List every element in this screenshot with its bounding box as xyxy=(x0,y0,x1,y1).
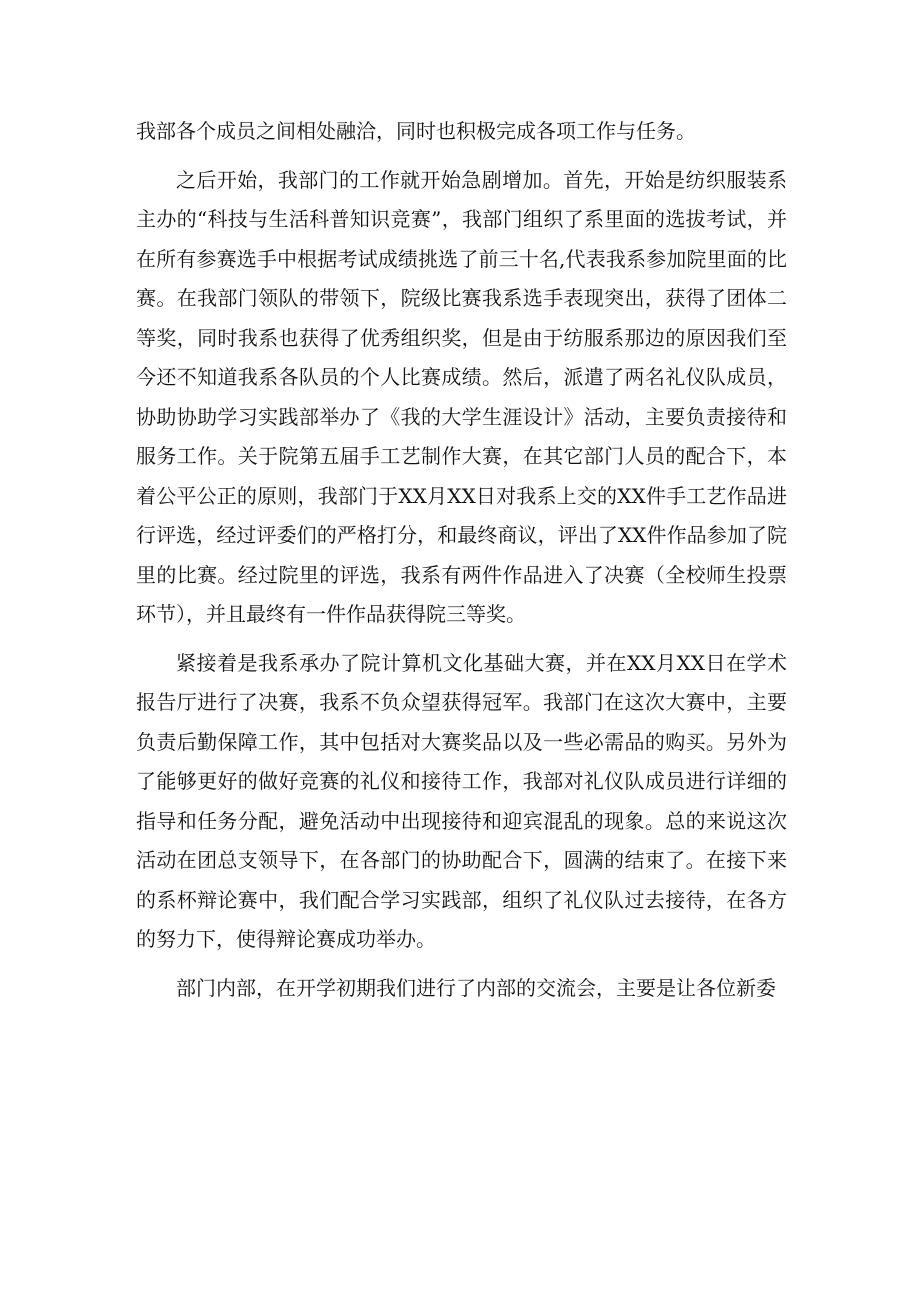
paragraph-computer-contest: 紧接着是我系承办了院计算机文化基础大赛，并在XX月XX日在学术报告厅进行了决赛，我系不负众望获得冠军。我部门在这次大赛中，主要负责后勤保障工作，其中包括对大赛奖品以及一些必需品的购买。另外为了能够更好的做好竞赛的礼仪和接待工作，我部对礼仪队成员进行详细的指导和任务分配，避免活动中出现接待和迎宾混乱的现象。总的来说这次活动在团总支领导下，在各部门的协助配合下，圆满的结束了。在接下来的系杯辩论赛中，我们配合学习实践部，组织了礼仪队过去接待，在各方的努力下，使得辩论赛成功举办。 xyxy=(136,650,787,951)
paragraph-continued: 我部各个成员之间相处融洽，同时也积极完成各项工作与任务。 xyxy=(136,119,696,143)
paragraph-internal: 部门内部，在开学初期我们进行了内部的交流会，主要是让各位新委 xyxy=(176,975,776,1000)
document-body xyxy=(136,112,787,1017)
paragraph-competitions: 之后开始，我部门的工作就开始急剧增加。首先，开始是纺织服装系主办的“科技与生活科普知识竞赛”，我部门组织了系里面的选拔考试，并在所有参赛选手中根据考试成绩挑选了前三十名,代表我系参加院里面的比赛。在我部门领队的带领下，院级比赛我系选手表现突出，获得了团体二等奖，同时我系也获得了优秀组织奖，但是由于纺服系那边的原因我们至今还不知道我系各队员的个人比赛成绩。然后，派遣了两名礼仪队成员，协助协助学习实践部举办了《我的大学生涯设计》活动，主要负责接待和服务工作。关于院第五届手工艺制作大赛，在其它部门人员的配合下，本着公平公正的原则，我部门于XX月XX日对我系上交的XX件手工艺作品进行评选，经过评委们的严格打分，和最终商议，评出了XX件作品参加了院里的比赛。经过院里的评选，我系有两件作品进入了决赛（全校师生投票环节），并且最终有一件作品获得院三等奖。 xyxy=(136,167,787,626)
